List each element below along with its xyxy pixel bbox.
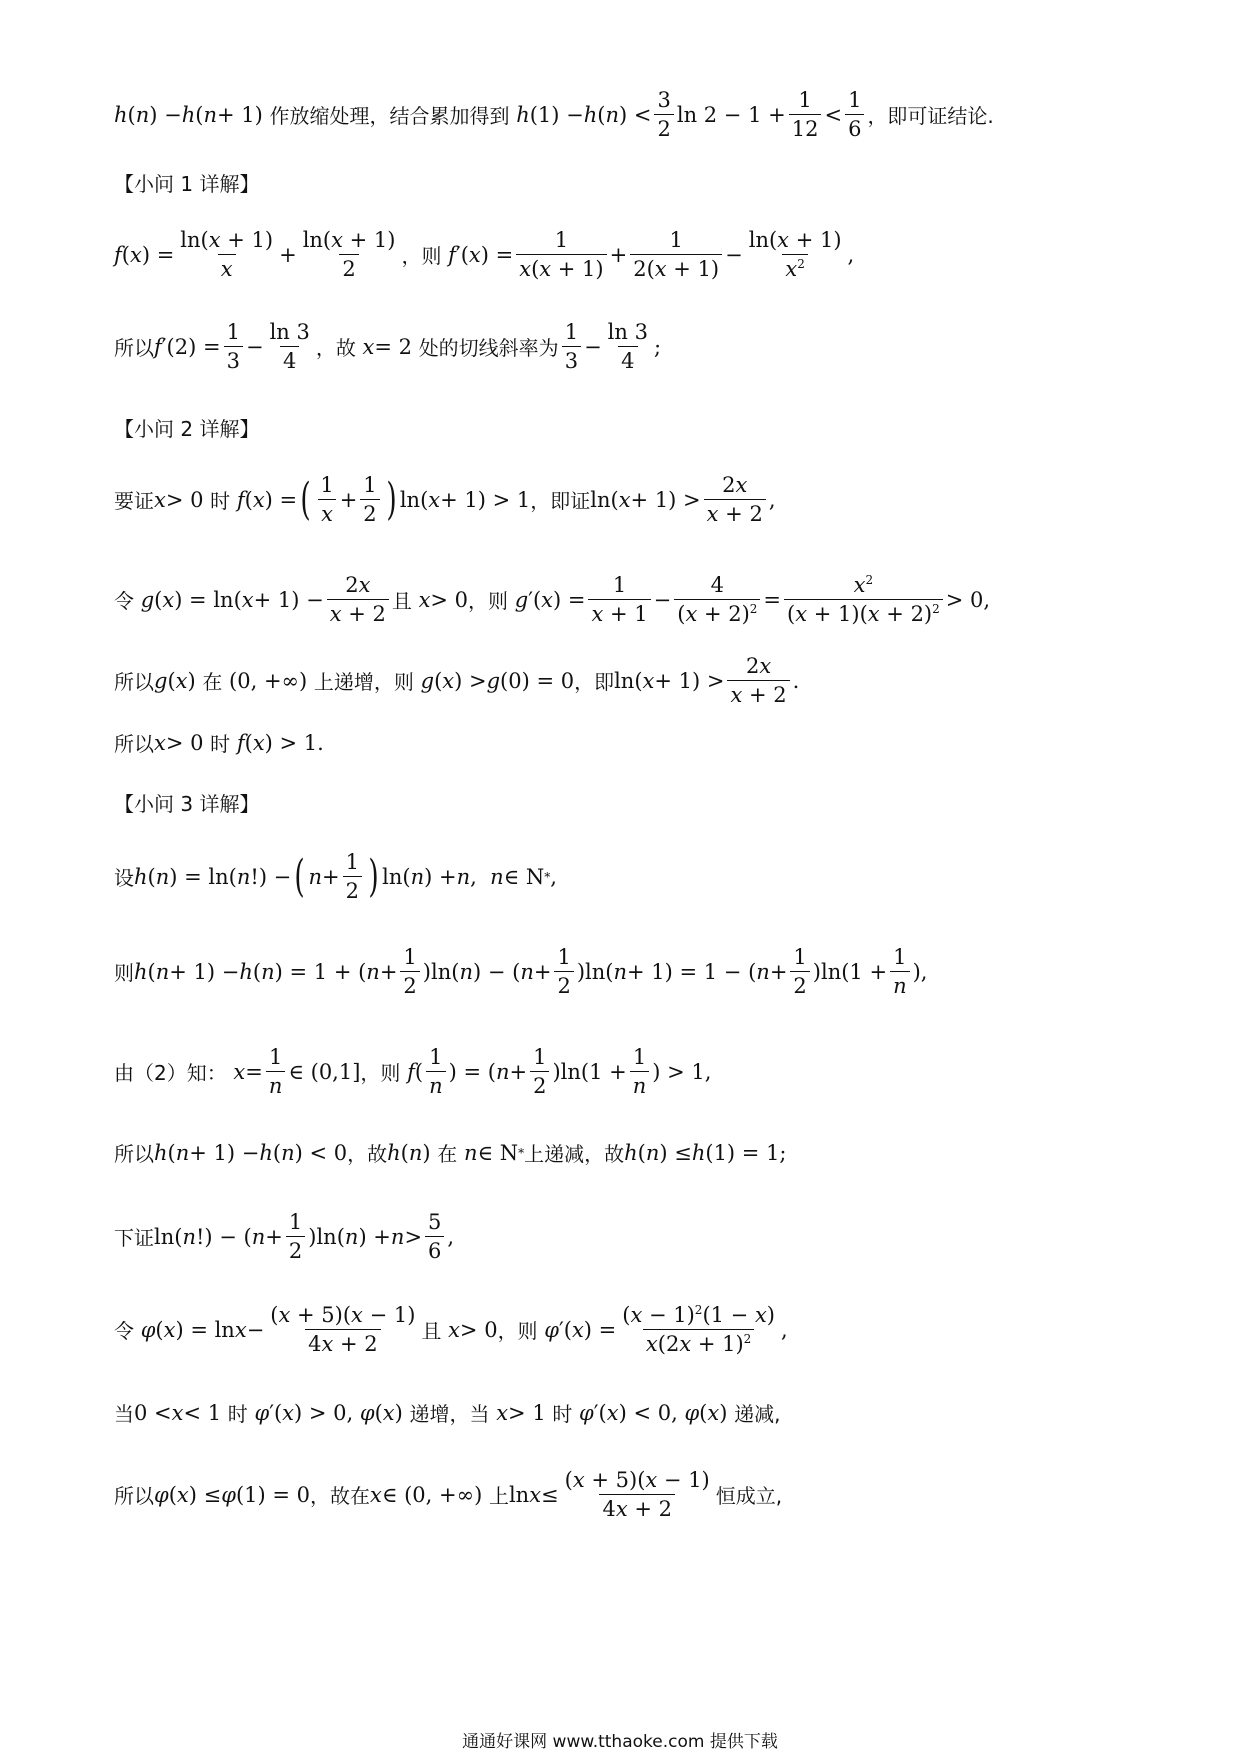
line-3: 所以 f ′(2) = $\frac{1}{3}$ − $\frac{\ln 3}{4}$ ，故 x = 2 处的切线斜率为 $\frac{1}{3}$ − $\frac{\ln 3}{4}$ ; [114,320,662,373]
line-14: 当 0 < x < 1 时 φ ′( x ) > 0, φ ( x ) 递增，当 x > 1 时 φ ′( x ) < 0, φ ( x ) 递减, [114,1400,781,1426]
section-heading-1: 【小问 1 详解】 [114,172,260,196]
line-11: 所以 h ( n + 1) − h ( n ) < 0 ，故 h ( n ) 在 n ∈ N * 上递减，故 h ( n ) ≤ h (1) = 1; [114,1140,787,1166]
section-heading-2: 【小问 2 详解】 [114,417,260,441]
line-1: h ( n ) − h ( n + 1) 作放缩处理，结合累加得到 h (1) − h ( n ) < $\frac{3}{2}$ ln 2 − 1 + $\frac{1}{12}$ < $\frac{1}{6}$ ，即可证结论. [114,88,994,141]
line-13: 令 φ ( x ) = ln x − $\frac{(x + 5)(x - 1)}{4x + 2}$ 且 x > 0 ，则 φ ′( x ) = $\frac{(x - 1)^2(1 - x)}{x(2x + 1)^2}$ , [114,1303,788,1356]
line-9: 则 h ( n + 1) − h ( n ) = 1 + ( n + $\frac{1}{2}$ )ln( n ) − ( n + $\frac{1}{2}$ )ln( n + 1) = 1 − ( n + $\frac{1}{2}$ )ln(1 + $\frac{1}{n}$ ), [114,945,928,998]
section-heading-3: 【小问 3 详解】 [114,792,260,816]
line-10: 由（2）知： x = $\frac{1}{n}$ ∈ (0,1] ，则 f ( $\frac{1}{n}$ ) = ( n + $\frac{1}{2}$ )ln(1 + $\frac{1}{n}$ ) > 1, [114,1045,712,1098]
line-12: 下证 ln( n !) − ( n + $\frac{1}{2}$ )ln( n ) + n > $\frac{5}{6}$ , [114,1210,455,1263]
line-4: 要证 x > 0 时 f ( x ) = ( $\frac{1}{x}$ + $\frac{1}{2}$ ) ln( x + 1) > 1 ，即证 ln( x + 1) > $\frac{2x}{x + 2}$ , [114,473,776,526]
line-5: 令 g ( x ) = ln( x + 1) − $\frac{2x}{x + 2}$ 且 x > 0 ，则 g ′( x ) = $\frac{1}{x + 1}$ − $\frac{4}{(x + 2)^2}$ = $\frac{x^2}{(x + 1)(x + 2)^2}$ > 0, [114,573,991,626]
line-2: f ( x ) = $\frac{\ln(x + 1)}{x}$ + $\frac{\ln(x + 1)}{2}$ ，则 f ′( x ) = $\frac{1}{x(x + 1)}$ + $\frac{1}{2(x + 1)}$ − $\frac{\ln(x + 1)}{x^2}$ , [114,228,855,281]
line-15: 所以 φ ( x ) ≤ φ (1) = 0 ，故在 x ∈ (0, +∞) 上 ln x ≤ $\frac{(x + 5)(x - 1)}{4x + 2}$ 恒成立, [114,1468,783,1521]
footer-credit: 通通好课网 www.tthaoke.com 提供下载 [462,1732,778,1752]
line-7: 所以 x > 0 时 f ( x ) > 1. [114,730,324,756]
line-6: 所以 g ( x ) 在 (0, +∞) 上递增，则 g ( x ) > g (0) = 0 ，即 ln( x + 1) > $\frac{2x}{x + 2}$ . [114,654,800,707]
line-8: 设 h ( n ) = ln( n !) − ( n + $\frac{1}{2}$ ) ln( n ) + n , n ∈ N * , [114,850,557,903]
